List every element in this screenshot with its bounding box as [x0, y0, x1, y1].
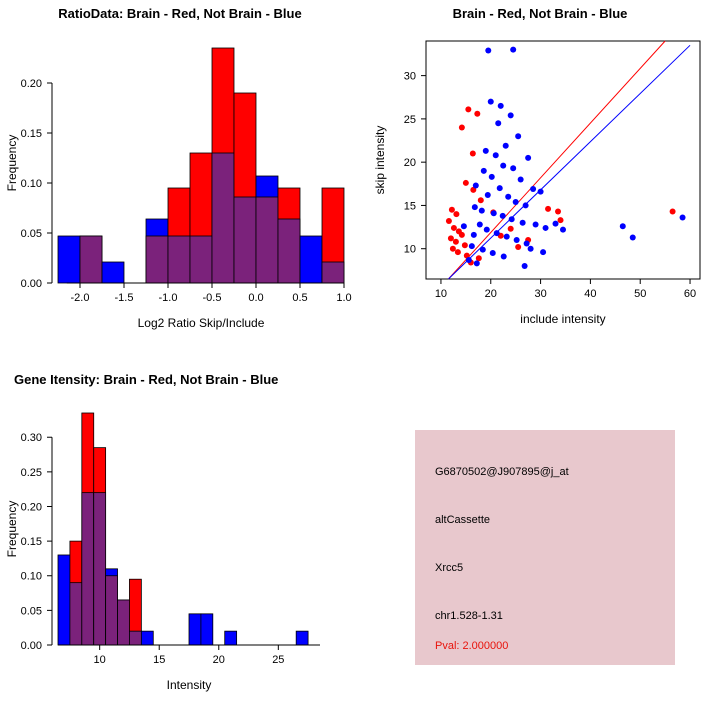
scatter-point: [500, 163, 506, 169]
scatter-point: [543, 225, 549, 231]
x-tick-label: 40: [584, 288, 597, 300]
y-tick-label: 0.10: [20, 570, 42, 583]
scatter-point: [470, 151, 476, 157]
histogram-bar-overlap: [106, 576, 118, 645]
y-tick-label: 30: [403, 70, 416, 83]
histogram-bar-overlap: [234, 197, 256, 283]
x-tick-label: 1.0: [336, 292, 352, 304]
scatter-point: [481, 168, 487, 174]
gene-histogram-title: Gene Itensity: Brain - Red, Not Brain - Blue: [14, 372, 279, 387]
scatter-point: [545, 206, 551, 212]
scatter-point: [515, 133, 521, 139]
scatter-panel: [360, 6, 720, 366]
scatter-point: [490, 250, 496, 256]
scatter-point: [509, 216, 515, 222]
scatter-point: [478, 197, 484, 203]
scatter-point: [523, 202, 529, 208]
info-event: altCassette: [435, 514, 491, 526]
info-pval: Pval: 2.000000: [435, 640, 509, 652]
histogram-bar-overlap: [70, 583, 82, 645]
x-tick-label: -2.0: [70, 292, 90, 304]
scatter-point: [459, 125, 465, 131]
x-axis-title: Log2 Ratio Skip/Include: [137, 316, 265, 330]
scatter-point: [448, 235, 454, 241]
scatter-point: [530, 186, 536, 192]
scatter-point: [540, 249, 546, 255]
scatter-point: [469, 243, 475, 249]
x-tick-label: 10: [93, 654, 106, 666]
scatter-point: [680, 215, 686, 221]
histogram-bar: [201, 614, 213, 645]
info-panel: [360, 372, 720, 720]
x-tick-label: 0.0: [248, 292, 264, 304]
scatter-point: [450, 246, 456, 252]
scatter-point: [498, 103, 504, 109]
scatter-point: [518, 176, 524, 182]
y-tick-label: 0.20: [20, 78, 42, 90]
scatter-point: [446, 218, 452, 224]
histogram-bar: [102, 262, 124, 283]
scatter-point: [449, 207, 455, 213]
scatter-point: [510, 165, 516, 171]
scatter-point: [493, 152, 499, 158]
histogram-bar: [58, 236, 80, 283]
scatter-point: [459, 232, 465, 238]
histogram-bar-overlap: [82, 493, 94, 645]
x-axis-title: include intensity: [520, 312, 606, 326]
histogram-bar: [296, 631, 308, 645]
y-tick-label: 20: [403, 157, 416, 170]
histogram-bar-overlap: [212, 153, 234, 283]
scatter-point: [483, 148, 489, 154]
ratio-histogram-panel: [0, 6, 360, 366]
histogram-bar-overlap: [322, 262, 344, 283]
info-probe: G6870502@J907895@j_at: [435, 466, 569, 478]
x-axis-title: Intensity: [166, 678, 212, 692]
histogram-bar-overlap: [94, 493, 106, 645]
scatter-point: [479, 208, 485, 214]
scatter-point: [508, 112, 514, 118]
gene-histogram-panel: [0, 372, 360, 720]
scatter-point: [501, 253, 507, 259]
scatter-point: [515, 244, 521, 250]
scatter-point: [473, 183, 479, 189]
scatter-point: [455, 249, 461, 255]
info-locus: chr1.528-1.31: [435, 610, 503, 622]
histogram-bar-overlap: [168, 236, 190, 283]
gene-histogram-plot: [0, 387, 360, 707]
y-tick-label: 0.30: [20, 432, 42, 445]
y-tick-label: 0.05: [20, 228, 42, 240]
scatter-point: [522, 263, 528, 269]
x-tick-label: 20: [212, 654, 225, 666]
histogram-bar-overlap: [256, 197, 278, 283]
x-tick-label: -0.5: [202, 292, 222, 304]
scatter-point: [553, 221, 559, 227]
y-tick-label: 0.25: [20, 466, 42, 479]
x-tick-label: 0.5: [292, 292, 308, 304]
scatter-point: [630, 234, 636, 240]
scatter-point: [497, 185, 503, 191]
scatter-point: [558, 217, 564, 223]
scatter-point: [466, 257, 472, 263]
scatter-point: [524, 241, 530, 247]
scatter-point: [560, 227, 566, 233]
scatter-point: [476, 255, 482, 261]
info-gene: Xrcc5: [435, 562, 464, 574]
y-tick-label: 0.05: [20, 605, 42, 618]
scatter-point: [495, 120, 501, 126]
y-tick-label: 0.00: [20, 278, 42, 290]
histogram-bar: [141, 631, 153, 645]
y-tick-label: 0.15: [20, 128, 42, 140]
scatter-point: [555, 208, 561, 214]
y-axis-title: Frequency: [5, 134, 19, 192]
scatter-point: [528, 246, 534, 252]
scatter-point: [480, 247, 486, 253]
x-tick-label: 15: [153, 654, 166, 666]
info-box: [415, 430, 675, 665]
scatter-point: [484, 227, 490, 233]
y-tick-label: 0.15: [20, 536, 42, 549]
y-tick-label: 15: [403, 200, 416, 213]
scatter-point: [670, 208, 676, 214]
scatter-point: [525, 155, 531, 161]
scatter-point: [488, 99, 494, 105]
ratio-histogram-plot: [0, 21, 360, 351]
scatter-point: [491, 210, 497, 216]
scatter-point: [620, 223, 626, 229]
scatter-point: [477, 221, 483, 227]
x-tick-label: 50: [634, 288, 647, 300]
scatter-point: [485, 48, 491, 54]
scatter-point: [505, 194, 511, 200]
scatter-point: [471, 232, 477, 238]
y-tick-label: 0.20: [20, 501, 42, 514]
histogram-bar: [300, 236, 322, 283]
scatter-point: [489, 174, 495, 180]
histogram-bar-overlap: [190, 236, 212, 283]
scatter-point: [508, 226, 514, 232]
histogram-bar: [225, 631, 237, 645]
y-tick-label: 25: [403, 113, 416, 126]
x-tick-label: 10: [434, 288, 448, 300]
scatter-point: [514, 237, 520, 243]
scatter-point: [538, 189, 544, 195]
histogram-bar-overlap: [278, 219, 300, 283]
blue-line: [448, 45, 690, 279]
histogram-bar: [189, 614, 201, 645]
x-tick-label: -1.5: [114, 292, 134, 304]
scatter-point: [485, 192, 491, 198]
scatter-point: [520, 220, 526, 226]
scatter-point: [500, 213, 506, 219]
y-tick-label: 0.10: [20, 178, 42, 190]
scatter-point: [494, 230, 500, 236]
scatter-point: [474, 260, 480, 266]
scatter-point: [504, 234, 510, 240]
histogram-bar-overlap: [118, 600, 130, 645]
x-tick-label: 30: [534, 288, 547, 300]
scatter-point: [465, 106, 471, 112]
x-tick-label: -1.0: [158, 292, 178, 304]
x-tick-label: 20: [484, 288, 497, 300]
scatter-point: [453, 239, 459, 245]
histogram-bar-overlap: [146, 236, 168, 283]
x-tick-label: 25: [272, 654, 285, 666]
y-axis-title: skip intensity: [373, 125, 387, 195]
x-tick-label: 60: [683, 288, 697, 300]
scatter-point: [462, 242, 468, 248]
scatter-point: [451, 225, 457, 231]
y-axis-title: Frequency: [5, 500, 19, 558]
red-line: [448, 41, 665, 279]
y-tick-label: 10: [403, 243, 416, 256]
scatter-title: Brain - Red, Not Brain - Blue: [452, 6, 628, 21]
ratio-histogram-title: RatioData: Brain - Red, Not Brain - Blue: [58, 6, 302, 21]
scatter-plot: [360, 21, 720, 351]
scatter-point: [533, 221, 539, 227]
y-tick-label: 0.00: [20, 640, 42, 652]
scatter-point: [461, 223, 467, 229]
scatter-point: [472, 204, 478, 210]
scatter-point: [453, 211, 459, 217]
scatter-point: [513, 199, 519, 205]
histogram-bar-overlap: [80, 236, 102, 283]
histogram-bar-overlap: [129, 631, 141, 645]
histogram-bar: [58, 555, 70, 645]
scatter-point: [503, 143, 509, 149]
scatter-point: [510, 47, 516, 53]
scatter-point: [463, 180, 469, 186]
scatter-point: [474, 111, 480, 117]
